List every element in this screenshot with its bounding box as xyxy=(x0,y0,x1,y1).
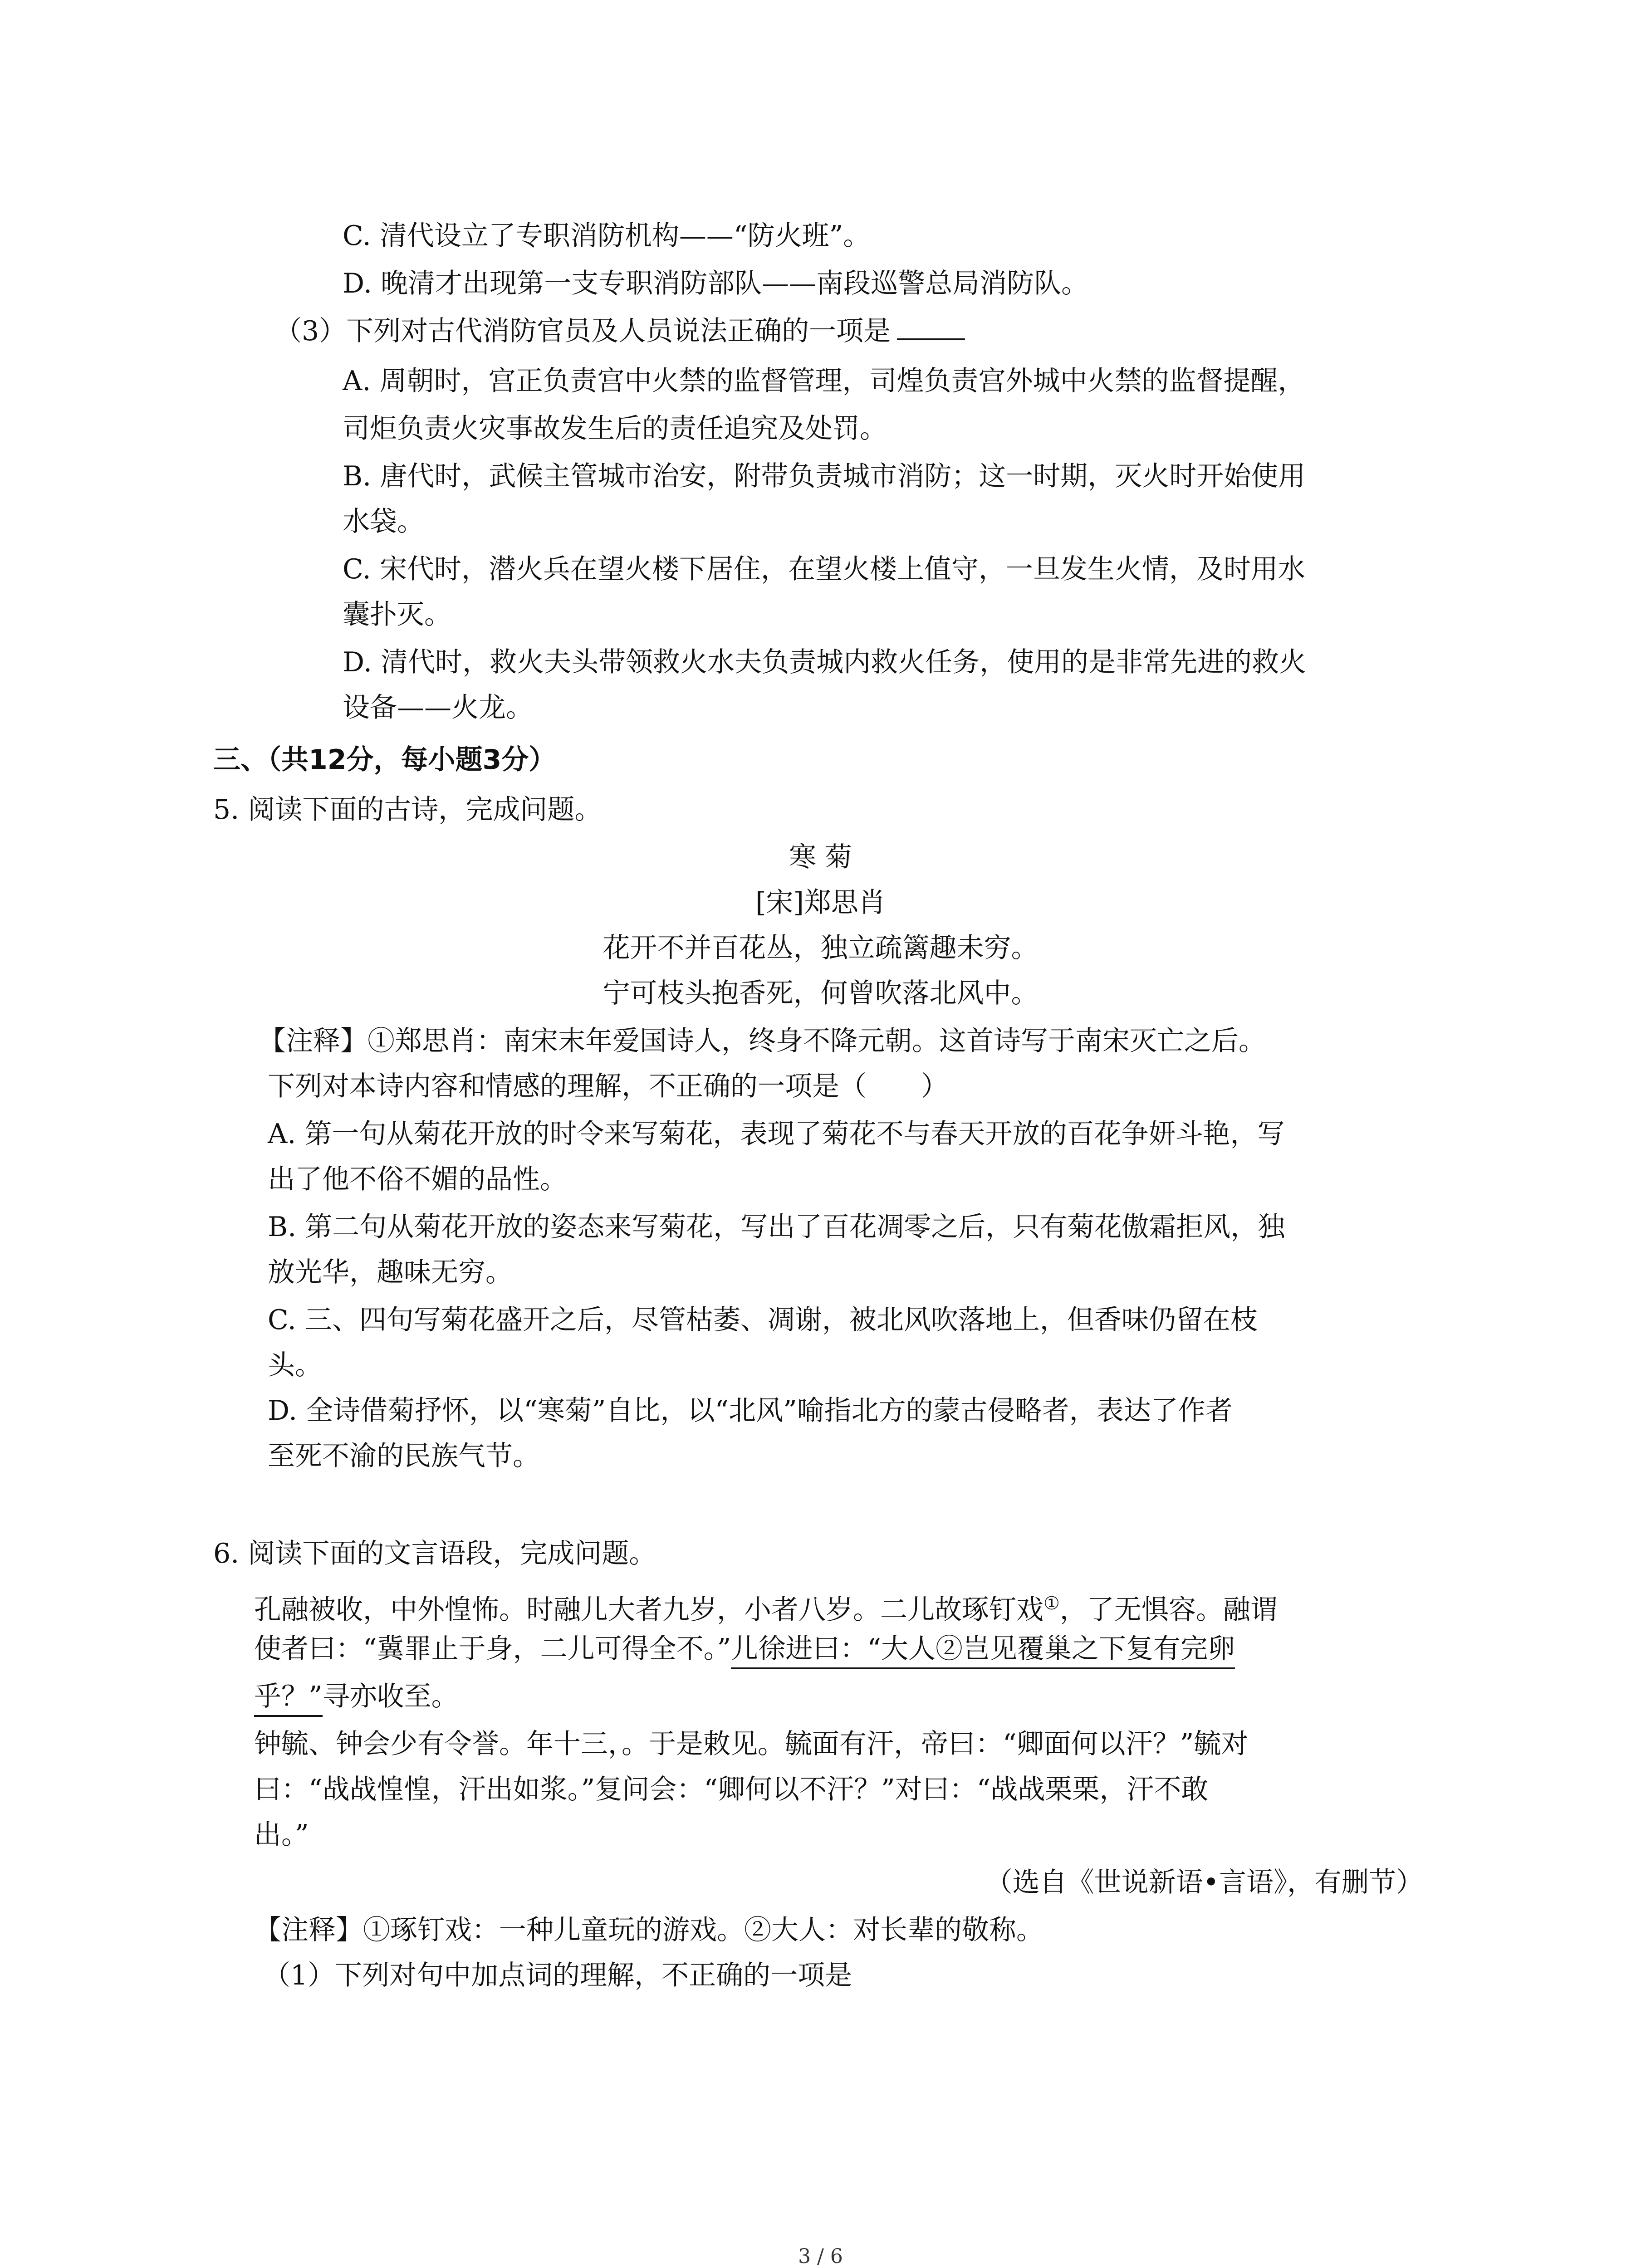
q4-sub3-option-b-line1: B. 唐代时，武候主管城市治安，附带负责城市消防；这一时期，灭火时开始使用 xyxy=(343,460,1306,492)
q4-sub3-option-a-line1: A. 周朝时，宫正负责宫中火禁的监督管理，司煌负责宫外城中火禁的监督提醒， xyxy=(343,365,1305,397)
q5-option-b-line1: B. 第二句从菊花开放的姿态来写菊花，写出了百花凋零之后，只有菊花傲霜拒风，独 xyxy=(268,1211,1285,1243)
q6-passage2-line1: 钟毓、钟会少有令誉。年十三，。于是敕见。毓面有汗，帝曰：“卿面何以汗？”毓对 xyxy=(254,1728,1249,1760)
q6-passage1-line2 xyxy=(254,1631,1235,1667)
poem-title: 寒 菊 xyxy=(789,841,852,873)
underlined-sentence: 儿徐进曰：“大人②岂见覆巢之下复有完卵 xyxy=(731,1633,1235,1669)
q4-sub3-option-d-line2: 设备——火龙。 xyxy=(343,692,533,723)
q4-option-c: C. 清代设立了专职消防机构——“防火班”。 xyxy=(343,220,871,252)
section-heading: 三、（共12分，每小题3分） xyxy=(213,744,556,776)
q6-passage1-line2-text: 使者曰：“冀罪止于身，二儿可得全不。” xyxy=(254,1633,731,1665)
q5-option-a-line1: A. 第一句从菊花开放的时令来写菊花，表现了菊花不与春天开放的百花争妍斗艳，写 xyxy=(268,1118,1285,1150)
q5-question: 下列对本诗内容和情感的理解，不正确的一项是（ ） xyxy=(268,1070,948,1102)
q4-sub3-option-c-line1: C. 宋代时，潜火兵在望火楼下居住，在望火楼上值守，一旦发生火情，及时用水 xyxy=(343,553,1305,585)
q6-passage1-line1-tail: ，了无惧容。融谓 xyxy=(1059,1594,1278,1626)
q4-sub3-option-b-line2: 水袋。 xyxy=(343,506,424,538)
q4-sub3-option-a-line2: 司炬负责火灾事故发生后的责任追究及处罚。 xyxy=(343,413,887,445)
footnote-marker: ① xyxy=(1043,1593,1060,1614)
q5-option-d-line2: 至死不渝的民族气节。 xyxy=(268,1440,540,1472)
page-number: 3 / 6 xyxy=(798,2245,843,2268)
underlined-sentence-end: 乎？” xyxy=(254,1681,323,1717)
poem-line-2: 宁可枝头抱香死，何曾吹落北风中。 xyxy=(603,978,1038,1009)
q5-stem: 5. 阅读下面的古诗，完成问题。 xyxy=(213,794,602,826)
q4-sub3-option-d-line1: D. 清代时，救火夫头带领救火水夫负责城内救火任务，使用的是非常先进的救火 xyxy=(343,646,1307,678)
q5-option-a-line2: 出了他不俗不媚的品性。 xyxy=(268,1163,567,1195)
q4-sub3-option-c-line2: 囊扑灭。 xyxy=(343,599,451,631)
q5-option-c-line1: C. 三、四句写菊花盛开之后，尽管枯萎、凋谢，被北风吹落地上，但香味仍留在枝 xyxy=(268,1304,1258,1336)
q6-source: （选自《世说新语•言语》，有删节） xyxy=(985,1867,1423,1898)
poem-line-1: 花开不并百花丛，独立疏篱趣未穷。 xyxy=(603,932,1038,964)
q6-note: 【注释】①琢钉戏：一种儿童玩的游戏。②大人：对长辈的敬称。 xyxy=(254,1914,1043,1946)
q6-passage1-line3 xyxy=(254,1678,459,1715)
q4-sub3-stem-text: （3）下列对古代消防官员及人员说法正确的一项是 xyxy=(274,315,891,347)
answer-blank[interactable] xyxy=(897,315,965,340)
q6-passage2-line2: 曰：“战战惶惶，汗出如浆。”复问会：“卿何以不汗？”对曰：“战战栗栗，汗不敢 xyxy=(254,1774,1209,1805)
q4-sub3-stem xyxy=(274,313,965,349)
q5-option-c-line2: 头。 xyxy=(268,1349,322,1381)
q6-passage1-line1-text: 孔融被收，中外惶怖。时融儿大者九岁，小者八岁。二儿故琢钉戏 xyxy=(254,1594,1043,1626)
q6-passage1-line1 xyxy=(254,1585,1278,1628)
q6-passage1-line3-tail: 寻亦收至。 xyxy=(322,1681,459,1712)
q6-stem: 6. 阅读下面的文言语段，完成问题。 xyxy=(213,1538,656,1569)
q5-option-d-line1: D. 全诗借菊抒怀，以“寒菊”自比，以“北风”喻指北方的蒙古侵略者，表达了作者 xyxy=(268,1395,1233,1427)
q5-note: 【注释】①郑思肖：南宋末年爱国诗人，终身不降元朝。这首诗写于南宋灭亡之后。 xyxy=(259,1025,1266,1057)
q6-passage2-line3: 出。” xyxy=(254,1819,309,1851)
poem-author: [宋]郑思肖 xyxy=(755,887,886,919)
q5-option-b-line2: 放光华，趣味无穷。 xyxy=(268,1256,513,1288)
q4-option-d: D. 晚清才出现第一支专职消防部队——南段巡警总局消防队。 xyxy=(343,268,1089,299)
q6-sub1-stem: （1）下列对句中加点词的理解，不正确的一项是 xyxy=(263,1960,852,1991)
